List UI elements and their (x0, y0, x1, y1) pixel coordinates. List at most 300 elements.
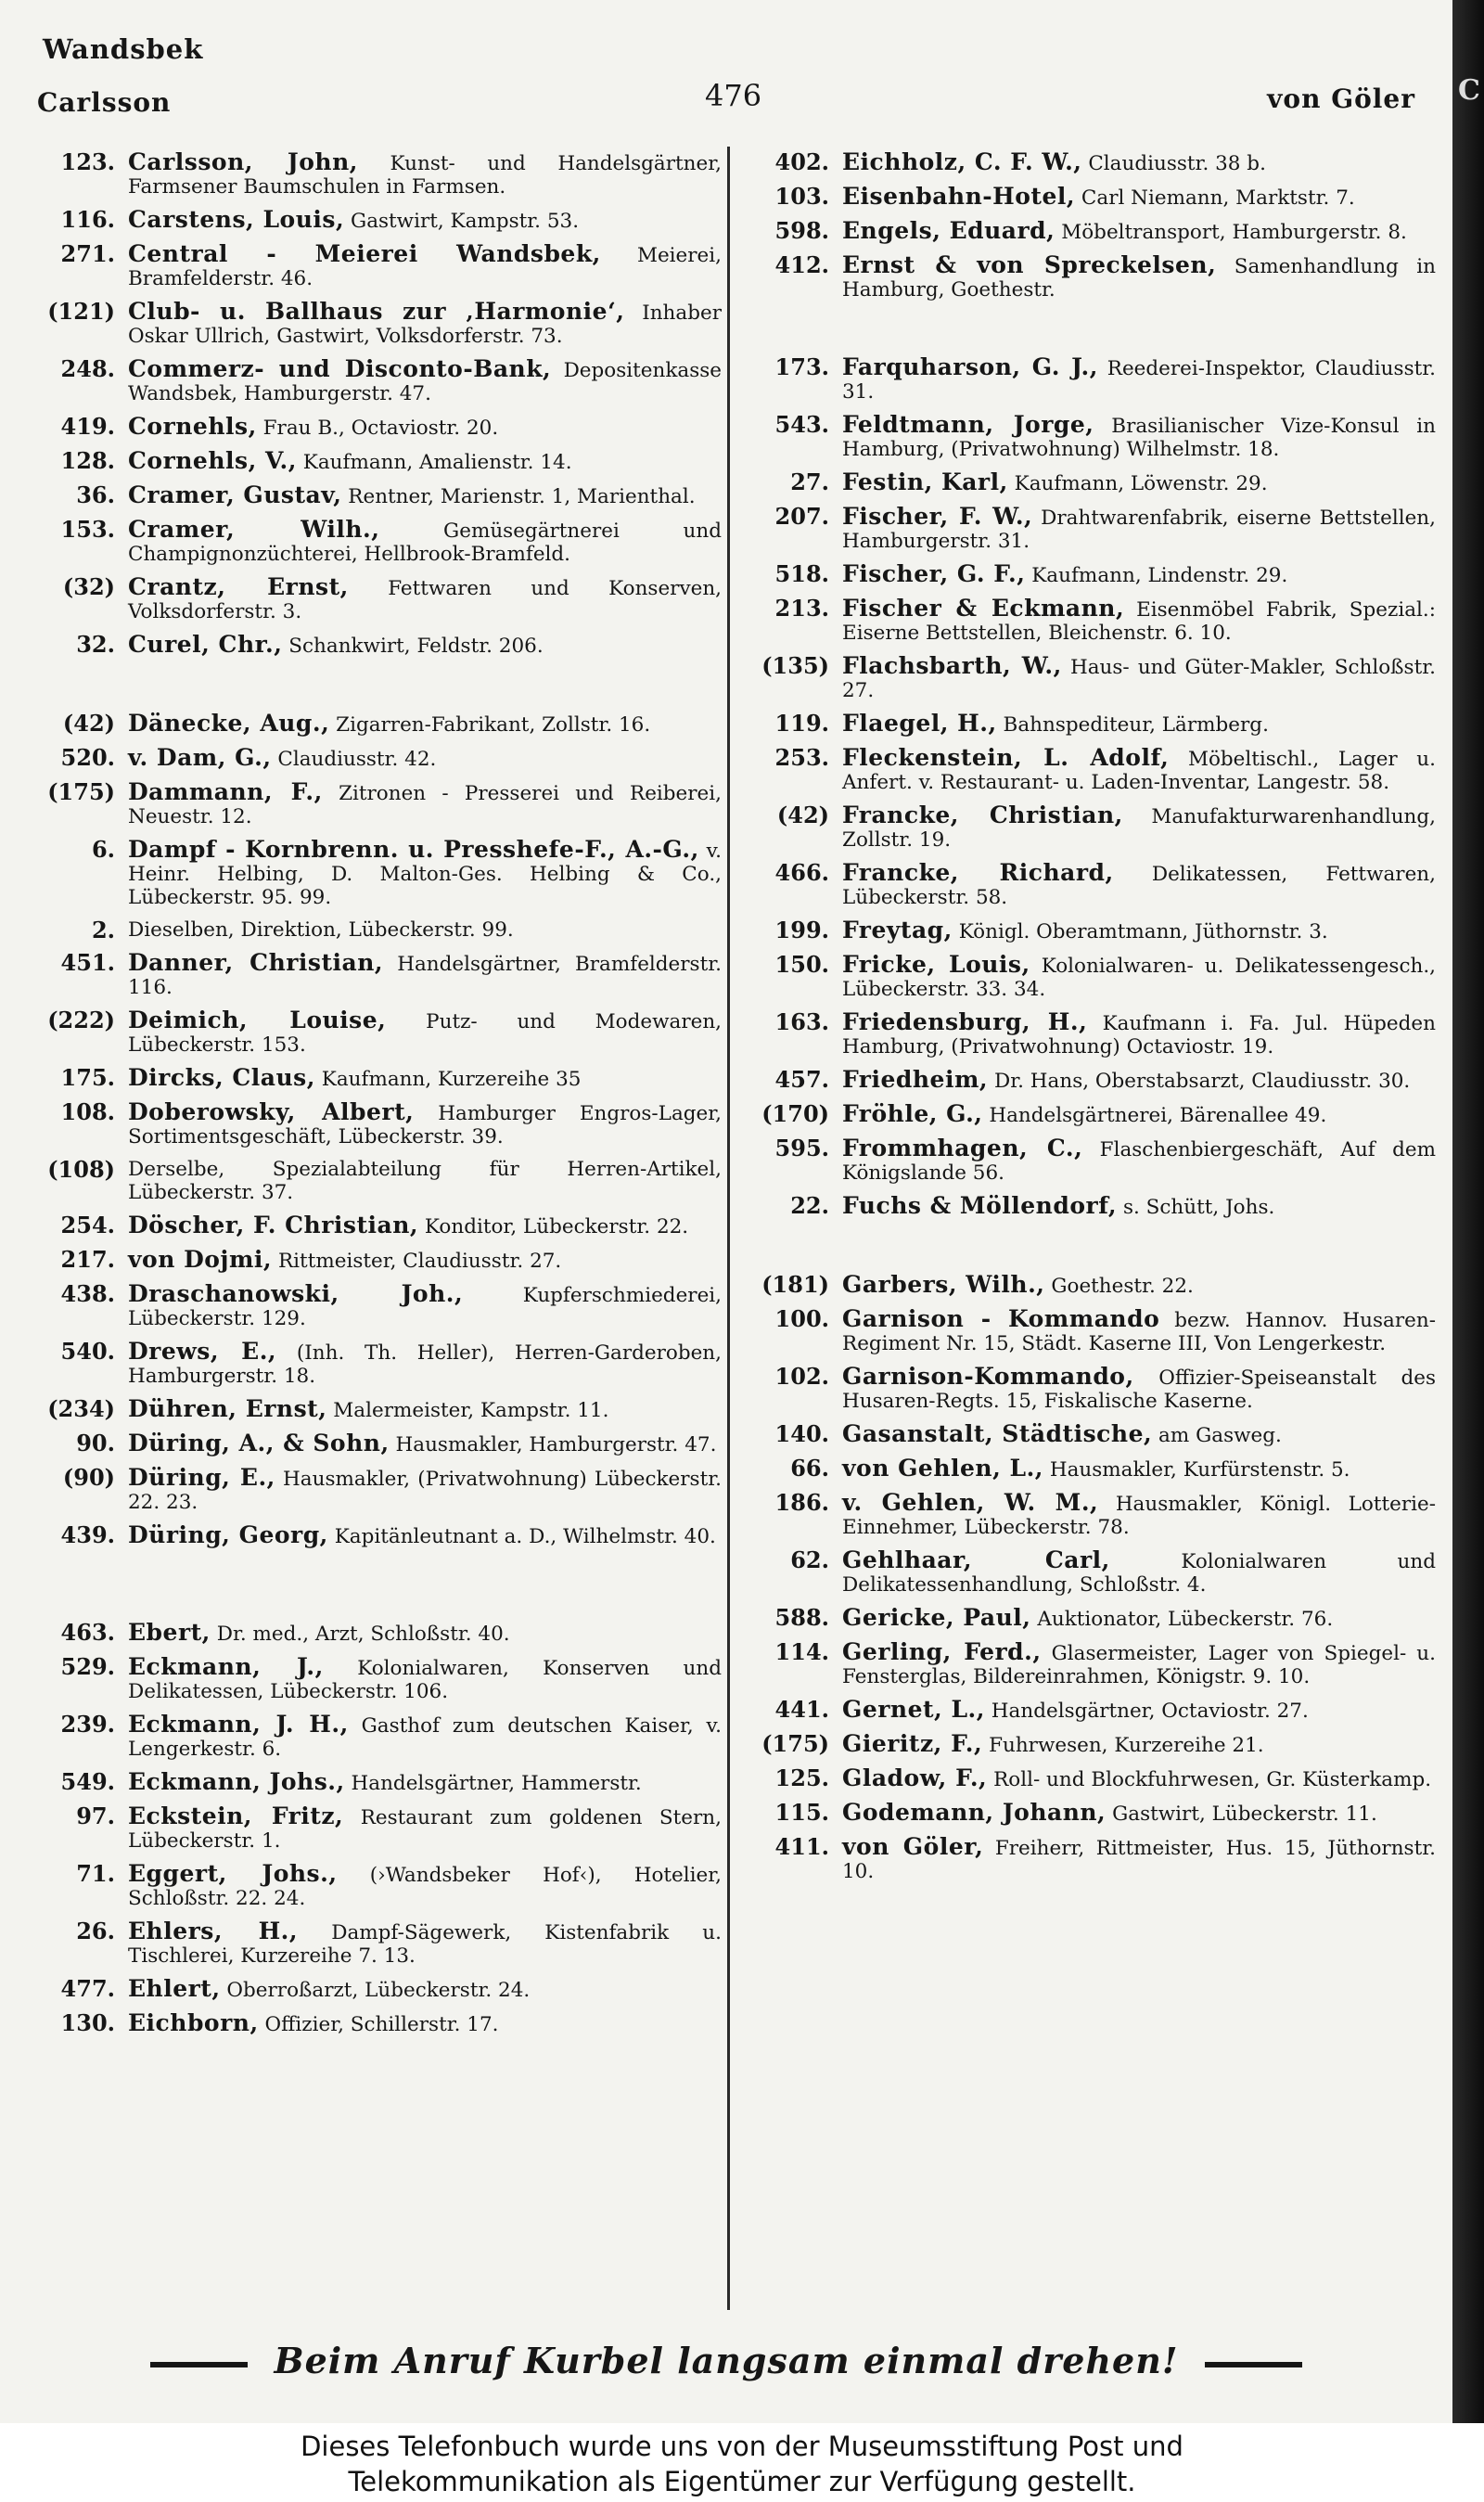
entry-text (842, 861, 1436, 909)
entry-details: Hamburger Engros-Lager, Sortimentsgeschäft, Lübeckerstr. 39. (128, 1102, 722, 1148)
entry-details: bezw. Hannov. Husaren-Regiment Nr. 15, Städt. Kaserne III, Von Lengerkestr. (842, 1309, 1436, 1355)
right-column (749, 150, 1436, 1893)
directory-entry (749, 712, 1436, 737)
entry-text (128, 1158, 722, 1204)
entry-name: Fischer & Eckmann, (842, 595, 1125, 622)
entry-text (842, 1365, 1436, 1413)
entry-number: 213. (774, 595, 829, 622)
entry-number: 102. (774, 1363, 829, 1390)
entry-name: Commerz- und Disconto-Bank, (128, 355, 552, 382)
directory-entry (749, 1835, 1436, 1883)
entry-number: 103. (774, 183, 829, 210)
directory-entry (35, 1862, 722, 1910)
entry-details: Roll- und Blockfuhrwesen, Gr. Küsterkamp. (993, 1768, 1432, 1791)
entry-text (842, 1491, 1436, 1539)
entry-number: 27. (790, 468, 829, 495)
entry-name: Düring, A., & Sohn, (128, 1430, 390, 1456)
directory-entry (35, 518, 722, 566)
entry-text (842, 150, 1436, 175)
entry-name: Ebert, (128, 1619, 211, 1646)
entry-details: am Gasweg. (1158, 1424, 1282, 1447)
entry-text (842, 1068, 1436, 1093)
entry-name: Garnison - Kommando (842, 1305, 1160, 1332)
entry-number: 130. (60, 2009, 115, 2036)
entry-name: Ehlers, H., (128, 1918, 299, 1944)
directory-entry (35, 1770, 722, 1795)
entry-details: Rittmeister, Claudiusstr. 27. (277, 1250, 562, 1273)
entry-name: Crantz, Ernst, (128, 573, 349, 600)
entry-details: Gemüsegärtnerei und Champignonzüchterei, Hellbrook-Bramfeld. (128, 520, 722, 566)
entry-name: Doberowsky, Albert, (128, 1098, 415, 1125)
entry-name: Dänecke, Aug., (128, 710, 330, 737)
entry-details: Hausmakler, (Privatwohnung) Lübeckerstr. 22. 23. (128, 1468, 722, 1514)
credit-banner (0, 2423, 1484, 2502)
entry-text (128, 1100, 722, 1148)
entry-number: (175) (761, 1730, 829, 1757)
entry-name: Flaegel, H., (842, 710, 997, 737)
directory-entry (749, 1732, 1436, 1757)
directory-entry (749, 150, 1436, 175)
entry-name: Club- u. Ballhaus zur ‚Harmonie‘, (128, 298, 625, 325)
entry-number: 438. (60, 1280, 115, 1307)
directory-entry (35, 415, 722, 440)
directory-entry (749, 1766, 1436, 1791)
entry-number: 466. (774, 859, 829, 886)
entry-name: Gehlhaar, Carl, (842, 1546, 1110, 1573)
entry-details: Delikatessen, Fettwaren, Lübeckerstr. 58. (842, 863, 1436, 909)
entry-name: Flachsbarth, W., (842, 652, 1062, 679)
entry-text (128, 575, 722, 623)
entry-details: Möbeltransport, Hamburgerstr. 8. (1061, 221, 1407, 244)
entry-text (842, 1801, 1436, 1826)
entry-number: 477. (60, 1975, 115, 2002)
entry-number: 543. (774, 411, 829, 438)
entry-number: 116. (60, 206, 115, 233)
entry-details: Derselbe, Spezialabteilung für Herren-Artikel, Lübeckerstr. 37. (128, 1158, 722, 1204)
entry-details: Malermeister, Kampstr. 11. (333, 1399, 609, 1422)
entry-number: 6. (91, 836, 115, 863)
entry-details: Offizier-Speiseanstalt des Husaren-Regts. 15, Fiskalische Kaserne. (842, 1366, 1436, 1413)
entry-name: Eckmann, J. H., (128, 1711, 349, 1738)
entry-details: Zigarren-Fabrikant, Zollstr. 16. (336, 713, 651, 737)
directory-entry (35, 1523, 722, 1548)
entry-number: (175) (47, 778, 115, 805)
directory-entry (35, 483, 722, 508)
entry-text (128, 1977, 722, 2002)
left-column (35, 150, 722, 2046)
entry-number: 271. (60, 240, 115, 267)
entry-text (842, 562, 1436, 587)
entry-number: 217. (60, 1246, 115, 1273)
entry-text (842, 1606, 1436, 1631)
entry-name: Cornehls, V., (128, 447, 297, 474)
directory-entry (35, 242, 722, 290)
directory-entry (35, 1158, 722, 1204)
entry-text (842, 597, 1436, 645)
entry-number: 239. (60, 1711, 115, 1738)
entry-name: Festin, Karl, (842, 468, 1008, 495)
entry-number: 32. (76, 631, 115, 658)
entry-details: Fuhrwesen, Kurzereihe 21. (989, 1734, 1264, 1757)
entry-number: 119. (774, 710, 829, 737)
entry-text (842, 918, 1436, 943)
entry-number: 123. (60, 148, 115, 175)
directory-entry (749, 1365, 1436, 1413)
entry-name: Dühren, Ernst, (128, 1395, 327, 1422)
entry-text (842, 1698, 1436, 1723)
entry-details: Freiherr, Rittmeister, Hus. 15, Jüthornstr. 10. (842, 1837, 1436, 1883)
directory-entry (35, 780, 722, 828)
entry-details: s. Schütt, Johs. (1122, 1196, 1275, 1219)
directory-entry (35, 1621, 722, 1646)
directory-entry (749, 1698, 1436, 1723)
entry-details: Putz- und Modewaren, Lübeckerstr. 153. (128, 1010, 722, 1057)
entry-name: Gladow, F., (842, 1764, 988, 1791)
entry-name: von Gehlen, L., (842, 1455, 1043, 1482)
entry-name: von Dojmi, (128, 1246, 273, 1273)
directory-entry (35, 357, 722, 405)
entry-name: Francke, Richard, (842, 859, 1114, 886)
directory-entry (35, 1248, 722, 1273)
entry-number: 100. (774, 1305, 829, 1332)
entry-text (842, 413, 1436, 461)
directory-entry (749, 1640, 1436, 1688)
entry-number: 529. (60, 1653, 115, 1680)
entry-text (128, 1862, 722, 1910)
entry-details: Kapitänleutnant a. D., Wilhelmstr. 40. (334, 1525, 716, 1548)
entry-number: 71. (76, 1860, 115, 1887)
entry-name: Gasanstalt, Städtische, (842, 1420, 1153, 1447)
slogan-rule-right (1205, 2362, 1302, 2367)
entry-details: Glasermeister, Lager von Spiegel- u. Fensterglas, Bildereinrahmen, Königstr. 9. 10. (842, 1642, 1436, 1688)
directory-entry (749, 654, 1436, 702)
entry-number: 2. (91, 917, 115, 943)
entry-text (128, 951, 722, 999)
entry-number: 598. (774, 217, 829, 244)
credit-line-1: Dieses Telefonbuch wurde uns von der Museumsstiftung Post und (301, 2431, 1183, 2462)
entry-text (128, 483, 722, 508)
directory-entry (749, 1548, 1436, 1597)
entry-number: 411. (774, 1833, 829, 1860)
entry-name: Eichholz, C. F. W., (842, 148, 1082, 175)
entry-details: Handelsgärtner, Octaviostr. 27. (991, 1700, 1309, 1723)
entry-name: Ernst & von Spreckelsen, (842, 251, 1217, 278)
slogan-rule-left (150, 2362, 248, 2367)
entry-name: Düring, E., (128, 1464, 275, 1491)
header-first-entry: Carlsson (37, 87, 172, 118)
entry-text (842, 1307, 1436, 1355)
entry-details: Rentner, Marienstr. 1, Marienthal. (348, 485, 696, 508)
entry-number: (135) (761, 652, 829, 679)
entry-number: 26. (76, 1918, 115, 1944)
entry-text (128, 1340, 722, 1388)
entry-number: 412. (774, 251, 829, 278)
entry-details: Claudiusstr. 42. (277, 748, 437, 771)
entry-name: v. Gehlen, W. M., (842, 1489, 1099, 1516)
entry-number: 253. (774, 744, 829, 771)
entry-text (128, 150, 722, 199)
entry-details: Offizier, Schillerstr. 17. (264, 2013, 499, 2036)
entry-number: 153. (60, 516, 115, 543)
entry-text (128, 712, 722, 737)
directory-entry (35, 1431, 722, 1456)
entry-name: Cramer, Gustav, (128, 481, 342, 508)
directory-entry (749, 253, 1436, 302)
entry-text (128, 918, 722, 942)
entry-number: 140. (774, 1420, 829, 1447)
entry-number: (181) (761, 1271, 829, 1298)
entry-number: 518. (774, 560, 829, 587)
entry-number: 419. (60, 413, 115, 440)
entry-number: 207. (774, 503, 829, 530)
entry-number: (32) (62, 573, 115, 600)
entry-name: Dircks, Claus, (128, 1064, 315, 1091)
entry-number: (170) (761, 1100, 829, 1127)
entry-text (128, 1919, 722, 1968)
entry-details: Eisenmöbel Fabrik, Spezial.: Eiserne Bettstellen, Bleichenstr. 6. 10. (842, 598, 1436, 645)
entry-text (128, 1431, 722, 1456)
entry-number: 540. (60, 1338, 115, 1365)
entry-name: v. Dam, G., (128, 744, 272, 771)
entry-number: 451. (60, 949, 115, 976)
entry-details: Möbeltischl., Lager u. Anfert. v. Restaurant- u. Laden-Inventar, Langestr. 58. (842, 748, 1436, 794)
entry-number: 441. (774, 1696, 829, 1723)
directory-entry (749, 746, 1436, 794)
entry-name: Carstens, Louis, (128, 206, 345, 233)
entry-number: 457. (774, 1066, 829, 1093)
entry-name: Cornehls, (128, 413, 257, 440)
directory-entry (749, 953, 1436, 1001)
entry-text (842, 654, 1436, 702)
directory-entry (35, 633, 722, 658)
entry-number: 463. (60, 1619, 115, 1646)
entry-details: Frau B., Octaviostr. 20. (262, 417, 499, 440)
entry-text (842, 1010, 1436, 1059)
entry-name: Deimich, Louise, (128, 1007, 387, 1033)
entry-details: Drahtwarenfabrik, eiserne Bettstellen, Hamburgerstr. 31. (842, 507, 1436, 553)
directory-entry (749, 219, 1436, 244)
entry-text (128, 449, 722, 474)
entry-number: (42) (776, 802, 829, 828)
entry-name: Carlsson, John, (128, 148, 358, 175)
entry-number: 62. (790, 1546, 829, 1573)
directory-entry (35, 1397, 722, 1422)
entry-details: Carl Niemann, Marktstr. 7. (1081, 186, 1355, 210)
entry-name: Drews, E., (128, 1338, 277, 1365)
entry-details: Kaufmann, Kurzereihe 35 (321, 1068, 582, 1091)
entry-details: Claudiusstr. 38 b. (1088, 152, 1266, 175)
entry-number: (222) (47, 1007, 115, 1033)
entry-number: 588. (774, 1604, 829, 1631)
entry-text (128, 633, 722, 658)
directory-entry (35, 1977, 722, 2002)
entry-details: Depositenkasse Wandsbek, Hamburgerstr. 47. (128, 359, 722, 405)
entry-name: Frommhagen, C., (842, 1135, 1083, 1161)
entry-details: Brasilianischer Vize-Konsul in Hamburg, (Privatwohnung) Wilhelmstr. 18. (842, 415, 1436, 461)
entry-name: Gieritz, F., (842, 1730, 983, 1757)
directory-entry (35, 746, 722, 771)
entry-number: 114. (774, 1638, 829, 1665)
entry-number: (121) (47, 298, 115, 325)
entry-details: (›Wandsbeker Hof‹), Hotelier, Schloßstr. 22. 24. (128, 1864, 722, 1910)
entry-name: Gerling, Ferd., (842, 1638, 1042, 1665)
directory-entry (35, 951, 722, 999)
entry-name: Freytag, (842, 917, 953, 943)
entry-name: Eichborn, (128, 2009, 259, 2036)
entry-name: Fleckenstein, L. Adolf, (842, 744, 1170, 771)
entry-number: 595. (774, 1135, 829, 1161)
entry-details: Kolonialwaren und Delikatessenhandlung, Schloßstr. 4. (842, 1550, 1437, 1597)
entry-text (842, 1640, 1436, 1688)
entry-text (842, 219, 1436, 244)
entry-text (128, 1621, 722, 1646)
entry-text (128, 1397, 722, 1422)
footer-slogan (0, 2340, 1452, 2381)
entry-name: Godemann, Johann, (842, 1799, 1107, 1826)
entry-details: Handelsgärtnerei, Bärenallee 49. (989, 1104, 1327, 1127)
entry-text (842, 746, 1436, 794)
directory-entry (35, 1282, 722, 1330)
header-place: Wandsbek (43, 33, 204, 65)
directory-entry (749, 1068, 1436, 1093)
entry-number: 125. (774, 1764, 829, 1791)
page-number: 476 (705, 78, 762, 113)
entry-text (128, 746, 722, 771)
entry-text (842, 1766, 1436, 1791)
entry-number: (108) (47, 1156, 115, 1183)
entry-name: Eckmann, Johs., (128, 1768, 345, 1795)
entry-text (128, 242, 722, 290)
entry-details: Kupferschmiederei, Lübeckerstr. 129. (128, 1284, 722, 1330)
directory-entry (749, 1606, 1436, 1631)
directory-entry (749, 918, 1436, 943)
entry-text (842, 253, 1436, 302)
entry-name: Francke, Christian, (842, 802, 1123, 828)
entry-details: Fettwaren und Konserven, Volksdorferstr. 3. (128, 577, 722, 623)
entry-details: Kaufmann, Lindenstr. 29. (1031, 564, 1288, 587)
directory-entry (749, 1194, 1436, 1219)
entry-details: Kolonialwaren- u. Delikatessengesch., Lübeckerstr. 33. 34. (842, 955, 1436, 1001)
entry-text (128, 1248, 722, 1273)
directory-entry (749, 505, 1436, 553)
entry-details: Gasthof zum deutschen Kaiser, v. Lengerkestr. 6. (128, 1714, 722, 1761)
directory-entry (35, 838, 722, 909)
entry-text (128, 518, 722, 566)
column-divider (727, 147, 730, 2310)
entry-number: 22. (790, 1192, 829, 1219)
entry-number: 173. (774, 353, 829, 380)
entry-details: Kaufmann i. Fa. Jul. Hüpeden Hamburg, (Privatwohnung) Octaviostr. 19. (842, 1012, 1436, 1059)
entry-name: Fischer, F. W., (842, 503, 1033, 530)
directory-entry (749, 470, 1436, 495)
entry-details: Handelsgärtner, Bramfelderstr. 116. (128, 953, 722, 999)
entry-details: Gastwirt, Lübeckerstr. 11. (1112, 1803, 1377, 1826)
entry-text (128, 1066, 722, 1091)
entry-text (842, 953, 1436, 1001)
directory-entry (749, 1136, 1436, 1185)
entry-details: Flaschenbiergeschäft, Auf dem Königslande 56. (842, 1138, 1436, 1185)
entry-text (842, 470, 1436, 495)
entry-text (842, 1835, 1436, 1883)
entry-name: Eckstein, Fritz, (128, 1803, 344, 1829)
directory-entry (749, 355, 1436, 404)
entry-details: Bahnspediteur, Lärmberg. (1003, 713, 1269, 737)
entry-details: Dampf-Sägewerk, Kistenfabrik u. Tischlerei, Kurzereihe 7. 13. (128, 1921, 722, 1968)
entry-details: Oberroßarzt, Lübeckerstr. 24. (226, 1979, 531, 2002)
entry-details: Konditor, Lübeckerstr. 22. (424, 1215, 689, 1238)
entry-text (842, 1102, 1436, 1127)
directory-entry (35, 1655, 722, 1703)
entry-details: Dieselben, Direktion, Lübeckerstr. 99. (128, 918, 514, 942)
directory-entry (749, 1010, 1436, 1059)
entry-name: Dampf - Kornbrenn. u. Presshefe-F., A.-G., (128, 836, 699, 863)
entry-text (842, 712, 1436, 737)
directory-entry (35, 1804, 722, 1853)
directory-entry (35, 1340, 722, 1388)
entry-number: 90. (76, 1430, 115, 1456)
entry-text (842, 1548, 1436, 1597)
directory-entry (35, 208, 722, 233)
entry-details: (Inh. Th. Heller), Herren-Garderoben, Hamburgerstr. 18. (128, 1341, 722, 1388)
entry-name: Friedheim, (842, 1066, 989, 1093)
entry-number: 175. (60, 1064, 115, 1091)
credit-line-2: Telekommunikation als Eigentümer zur Verfügung gestellt. (348, 2466, 1136, 2497)
page-edge-shadow (1452, 0, 1484, 2423)
directory-entry (35, 1066, 722, 1091)
entry-details: Haus- und Güter-Makler, Schloßstr. 27. (842, 656, 1436, 702)
entry-name: Feldtmann, Jorge, (842, 411, 1094, 438)
directory-entry (35, 575, 722, 623)
entry-text (128, 1655, 722, 1703)
entry-text (842, 1273, 1436, 1298)
entry-name: Fuchs & Möllendorf, (842, 1192, 1118, 1219)
entry-name: Dammann, F., (128, 778, 323, 805)
entry-text (128, 1713, 722, 1761)
directory-entry (749, 1456, 1436, 1482)
entry-text (842, 1732, 1436, 1757)
entry-text (128, 1804, 722, 1853)
entry-number: 128. (60, 447, 115, 474)
entry-details: Schankwirt, Feldstr. 206. (288, 635, 544, 658)
directory-entry (35, 2011, 722, 2036)
entry-name: Gernet, L., (842, 1696, 985, 1723)
slogan-text: Beim Anruf Kurbel langsam einmal drehen! (274, 2340, 1179, 2381)
directory-entry (749, 597, 1436, 645)
entry-details: Zitronen - Presserei und Reiberei, Neuestr. 12. (128, 782, 722, 828)
entry-details: Kunst- und Handelsgärtner, Farmsener Baumschulen in Farmsen. (128, 152, 722, 199)
entry-text (842, 1456, 1436, 1482)
entry-name: Fricke, Louis, (842, 951, 1030, 978)
entry-text (128, 208, 722, 233)
entry-details: Goethestr. 22. (1051, 1275, 1194, 1298)
entry-text (842, 1136, 1436, 1185)
entry-number: 108. (60, 1098, 115, 1125)
entry-details: Hausmakler, Hamburgerstr. 47. (395, 1433, 717, 1456)
entry-text (128, 357, 722, 405)
entry-name: Garnison-Kommando, (842, 1363, 1134, 1390)
entry-number: 66. (790, 1455, 829, 1482)
directory-entry (749, 1491, 1436, 1539)
entry-name: Ehlert, (128, 1975, 221, 2002)
entry-name: Eisenbahn-Hotel, (842, 183, 1076, 210)
entry-name: Draschanowski, Joh., (128, 1280, 464, 1307)
entry-number: 150. (774, 951, 829, 978)
entry-name: Garbers, Wilh., (842, 1271, 1045, 1298)
entry-details: Kaufmann, Löwenstr. 29. (1014, 472, 1268, 495)
entry-details: Kolonialwaren, Konserven und Delikatessen, Lübeckerstr. 106. (128, 1657, 722, 1703)
entry-number: 248. (60, 355, 115, 382)
directory-entry (749, 861, 1436, 909)
